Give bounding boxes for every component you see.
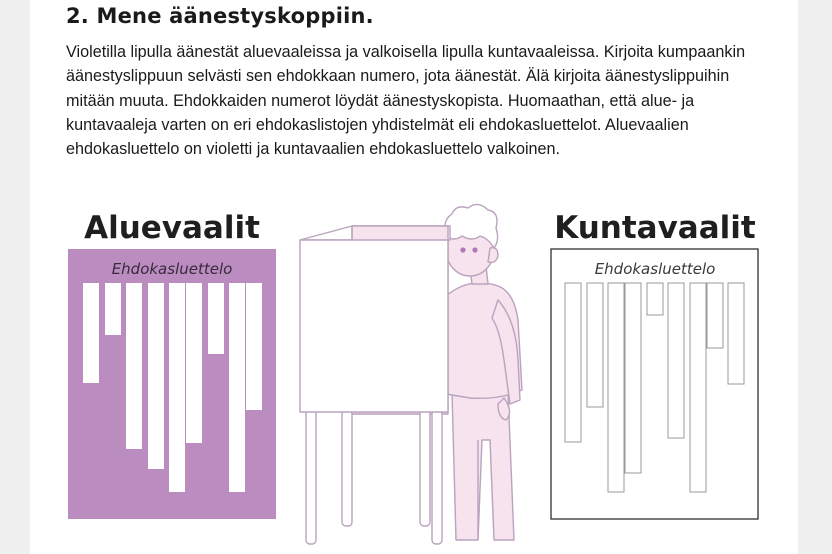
aluevaalit-list-label: Ehdokasluettelo [111,260,233,278]
instruction-paragraph: Violetilla lipulla äänestät aluevaaleissa ja valkoisella lipulla kuntavaaleissa. Kirjoita kumpaankin äänestyslippuun selvästi sen ehdokkaan numero, jota äänestät. Älä kirjoita äänestyslippuihin mitään muuta. Ehdokkaiden numerot löydät äänestyskopista. Huomaathan, että alue- ja kuntavaaleja varten on eri ehdokaslistojen yhdistelmät eli ehdokasluettelot. Aluevaalien ehdokasluettelo on violetti ja kuntavaalien ehdokasluettelo valkoinen. [66,43,746,159]
kuntavaalit-list-label: Ehdokasluettelo [594,260,716,278]
kuntavaalit-title: Kuntavaalit [554,210,756,246]
step-heading: 2. Mene äänestyskoppiin. [66,4,374,28]
voter-person-icon [445,204,522,540]
voting-booth-icon [300,226,450,544]
aluevaalit-title: Aluevaalit [84,210,260,246]
